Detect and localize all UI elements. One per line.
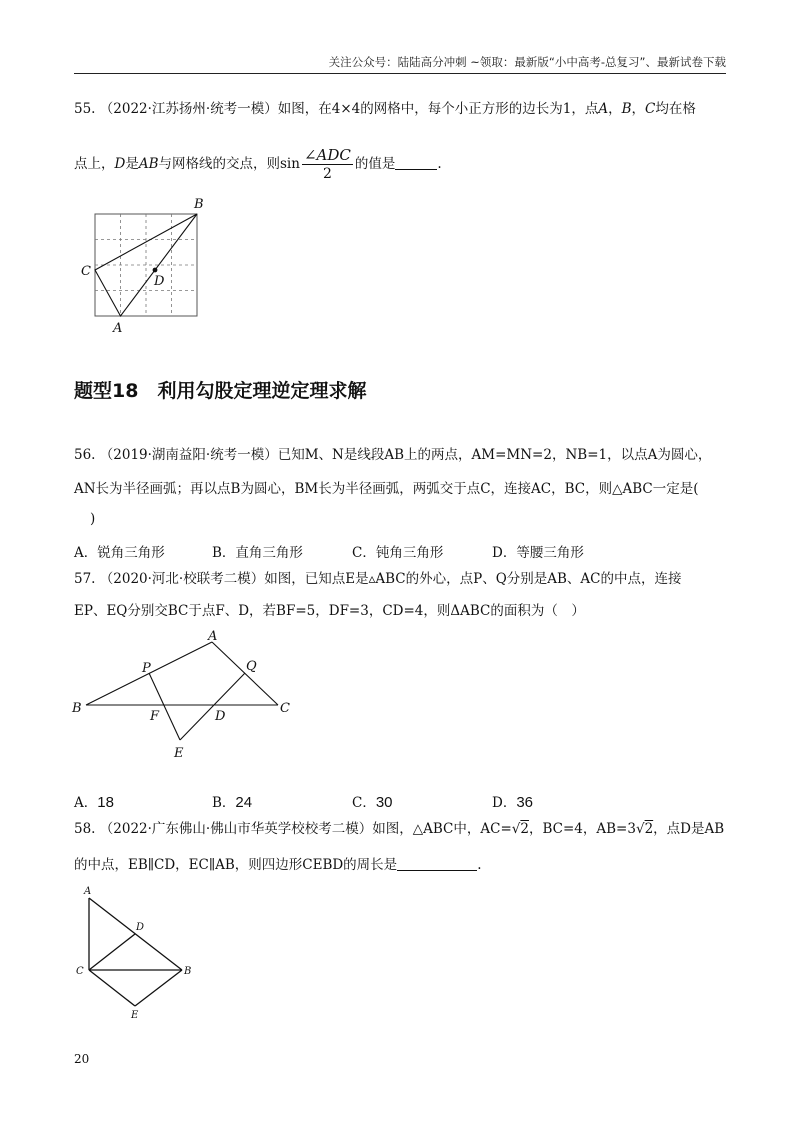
header-text: 关注公众号：陆陆高分冲刺 ~领取：最新版“小中高考-总复习”、最新试卷下载 [328,55,726,69]
q55-line2: 点上，D是AB与网格线的交点，则sin $\frac{\text{∠ADC}}{2}$ 的值是 . [74,146,442,182]
q57-source: （2020·河北·校联考二模） [99,571,265,587]
q57-line2: EP、EQ分别交BC于点F、D，若BF=5，DF=3，CD=4，则ΔABC的面积为（ ） [74,603,585,619]
q57-label-D: D [215,709,226,724]
q57-label-P: P [142,661,151,676]
q56-option-a[interactable]: A．锐角三角形 [74,545,165,561]
q56-source: （2019·湖南益阳·统考一模） [99,447,278,463]
q55-label-C: C [81,264,91,279]
q55-line1: 55. （2022·江苏扬州·统考一模）如图，在4×4的网格中，每个小正方形的边长为1，点A，B，C均在格 [74,101,696,117]
q57-label-F: F [150,709,160,724]
q57-label-E: E [174,746,184,761]
q56-line1: 56. （2019·湖南益阳·统考一模）已知M、N是线段AB上的两点，AM=MN=2，NB=1，以点A为圆心， [74,447,712,463]
q58-answer-blank[interactable] [397,857,477,871]
q55-label-B: B [194,197,204,212]
q56-line3: ) [90,511,96,527]
q56-number: 56. [74,447,96,463]
q57-line1: 57. （2020·河北·校联考二模）如图，已知点E是▵ABC的外心，点P、Q分别是AB、AC的中点，连接 [74,571,682,587]
q55-grid-figure [76,196,226,336]
q56-line2: AN长为半径画弧；再以点B为圆心，BM长为半径画弧，两弧交于点C，连接AC，BC，则△ABC一定是( [74,481,699,497]
q57-label-C: C [280,701,290,716]
q57-option-c[interactable]: C．30 [352,794,393,811]
q56-option-c[interactable]: C．钝角三角形 [352,545,444,561]
q55-source: （2022·江苏扬州·统考一模） [99,101,278,117]
q58-quadrilateral-figure [78,884,208,1024]
page-number: 20 [74,1052,90,1066]
q57-option-a[interactable]: A．18 [74,794,114,811]
q58-label-C: C [76,966,84,977]
q58-label-B: B [184,966,192,977]
q57-option-b[interactable]: B．24 [212,794,253,811]
q58-line1: 58. （2022·广东佛山·佛山市华英学校校考二模）如图，△ABC中，AC=√2，BC=4，AB=3√2，点D是AB [74,821,725,837]
q58-label-D: D [136,922,145,933]
q55-label-A: A [113,321,123,336]
page-header [74,52,726,74]
q58-label-A: A [84,886,92,897]
q56-option-b[interactable]: B．直角三角形 [212,545,303,561]
q57-number: 57. [74,571,96,587]
q57-label-B: B [72,701,82,716]
q55-label-D: D [154,274,165,289]
q58-source: （2022·广东佛山·佛山市华英学校校考二模） [99,821,373,837]
q57-triangle-figure [70,630,310,765]
q58-line2: 的中点，EB∥CD，EC∥AB，则四边形CEBD的周长是 . [74,857,482,873]
q57-option-d[interactable]: D．36 [492,794,534,811]
q58-label-E: E [131,1010,139,1021]
q56-option-d[interactable]: D．等腰三角形 [492,545,584,561]
q58-number: 58. [74,821,96,837]
q55-number: 55. [74,101,96,117]
q55-answer-blank[interactable] [395,156,437,170]
section-title: 题型18 利用勾股定理逆定理求解 [74,380,367,402]
q57-label-A: A [208,629,218,644]
q57-label-Q: Q [246,659,257,674]
q55-fraction: $\frac{\text{∠ADC}}{2}$ [303,146,351,182]
